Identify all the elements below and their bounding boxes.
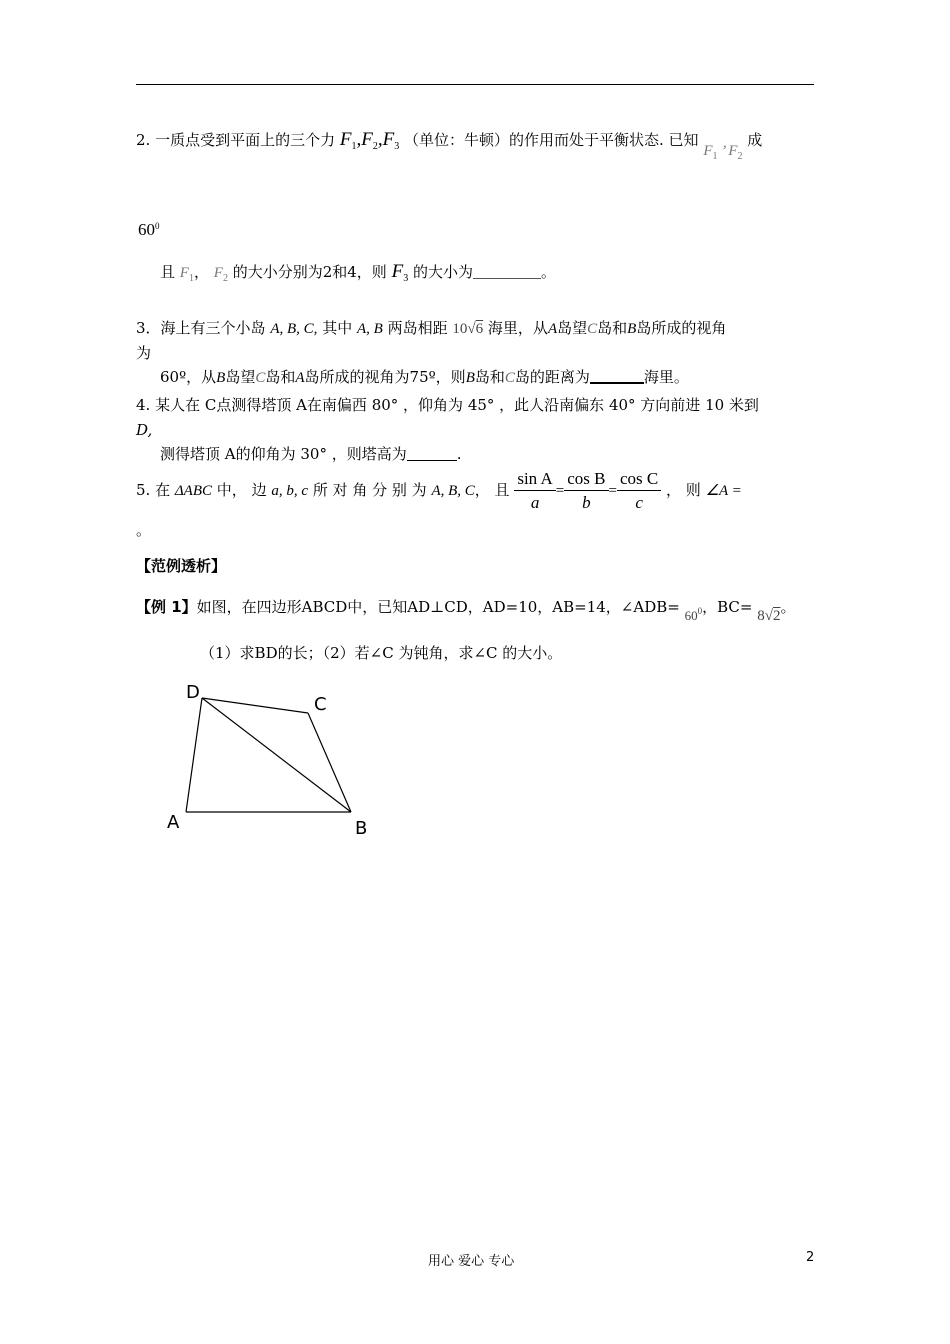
example1-line1: 【例 1】如图，在四边形ABCD中，已知AD⊥CD，AD=10，AB=14，∠ADB= $60^0$，BC= 8√2。 <box>136 598 796 624</box>
edge-cb <box>308 713 351 812</box>
q3-a2: A <box>295 370 305 386</box>
edge-da <box>186 698 202 812</box>
q4-line2: D, <box>136 421 153 439</box>
q5-text-b: 中， 边 <box>216 481 267 499</box>
q3-b3: B <box>465 370 475 386</box>
header-rule <box>136 84 814 85</box>
q5-fraction-2: $\frac{\text{cos B}}{b}$ <box>564 468 608 515</box>
q5-text-e: ， 则 <box>666 481 701 499</box>
q3-c1: C <box>587 321 598 337</box>
q5-text-a: 5. 在 <box>136 481 171 499</box>
q5-fraction-1: $\frac{\text{sin A}}{a}$ <box>514 468 555 515</box>
example1-text-a: 如图，在四边形ABCD中，已知AD⊥CD，AD=10，AB=14，∠ADB= <box>196 598 680 616</box>
example1-angle: $60^0$ <box>684 606 703 623</box>
q3-points: A, B, C, <box>270 321 318 337</box>
q2-f3: $F_3$ <box>391 261 409 284</box>
q2-text-b: （单位：牛顿）的作用而处于平衡状态. 已知 <box>403 131 699 149</box>
vertex-a-label: A <box>167 812 180 833</box>
q2-forces: $F_1,F_2,F_3$ <box>339 129 400 152</box>
example1-label: 【例 1】 <box>136 598 197 616</box>
q4-line1: 4. 某人在 C点测得塔顶 A在南偏西 80° ，仰角为 45° ，此人沿南偏东 40° 方向前进 10 米到 <box>136 396 759 414</box>
q3-c3: C <box>504 370 515 386</box>
page-number: 2 <box>806 1250 815 1265</box>
q3-wrap: 为 <box>136 344 152 362</box>
q5-angles: A, B, C <box>431 483 475 499</box>
example1-text-b: ，BC= <box>702 598 753 616</box>
q5-end: 。 <box>136 521 152 539</box>
q5-text-c: 所 对 角 分 别 为 <box>312 481 427 499</box>
example1-subquestions: （1）求BD的长；（2）若∠C 为钝角，求∠C 的大小。 <box>200 644 563 662</box>
vertex-d-label: D <box>186 682 200 703</box>
q3-pair: A, B <box>357 321 383 337</box>
q3-text-c: 两岛相距 <box>387 319 448 337</box>
q3-line3: 60º，从B岛望C岛和A岛所成的视角为75º，则B岛和C岛的距离为 海里。 <box>160 368 689 386</box>
q5-triangle: ΔABC <box>174 483 213 499</box>
q3-c2: C <box>255 370 266 386</box>
q2-line2: 且 $F_1$， $F_2$ 的大小分别为2和4，则 $F_3$ 的大小为 。 <box>160 261 557 284</box>
section-title: 【范例透析】 <box>136 557 227 575</box>
q2-angle: $60^0$ <box>138 220 160 239</box>
q3-a1: A <box>547 321 558 337</box>
q5-text-d: ， 且 <box>474 481 510 499</box>
q3-answer-blank <box>590 368 644 384</box>
edge-db <box>202 698 351 812</box>
q5-fraction-3: $\frac{\text{cos C}}{c}$ <box>617 468 661 515</box>
q2-line2-c: 的大小为 <box>412 263 473 281</box>
q3-b1: B <box>627 321 637 337</box>
q3-text-d: 海里，从 <box>487 319 548 337</box>
q2-text-a: 2. 一质点受到平面上的三个力 <box>136 131 336 149</box>
q4-answer-blank <box>407 446 457 461</box>
q4-line3: 测得塔顶 A的仰角为 30° ，则塔高为 . <box>160 445 462 463</box>
q3-text-a: 3．海上有三个小岛 <box>136 319 266 337</box>
vertex-b-label: B <box>355 818 368 839</box>
q5-result: ∠A = <box>705 483 742 499</box>
q2-f1f2: $F_1$ ’ $F_2$ <box>703 143 743 162</box>
q2-line2-b: 的大小分别为2和4，则 <box>232 263 387 281</box>
q5-line1: 5. 在 ΔABC 中， 边 a, b, c 所 对 角 分 别 为 A, B, C， 且 $\frac{\text{sin A}}{a}$ = $\frac{\text{cos B}}{b}$ = $\frac{\text{cos C}}{c}$ ， 则 ∠A = <box>136 467 742 515</box>
example1-bc: 8√2 <box>757 608 781 624</box>
q3-text-b: 其中 <box>322 319 353 337</box>
footer-slogan: 用心 爱心 专心 <box>428 1254 515 1269</box>
q3-b2: B <box>216 370 226 386</box>
q2-line1 <box>136 129 763 162</box>
q2-answer-blank <box>473 264 541 279</box>
q2-f1: $F_1$ <box>179 265 194 284</box>
q2-text-c: 成 <box>747 131 763 149</box>
q5-sides: a, b, c <box>271 483 309 499</box>
q2-f2: $F_2$ <box>213 265 228 284</box>
q3-line1: 3．海上有三个小岛 A, B, C, 其中 A, B 两岛相距 10√6 海里，从A岛望C岛和B岛所成的视角 <box>136 319 727 337</box>
quadrilateral-figure <box>160 680 390 850</box>
q2-line2-a: 且 <box>160 263 176 281</box>
q3-distance: 10√6 <box>452 321 484 337</box>
vertex-c-label: C <box>314 694 327 715</box>
